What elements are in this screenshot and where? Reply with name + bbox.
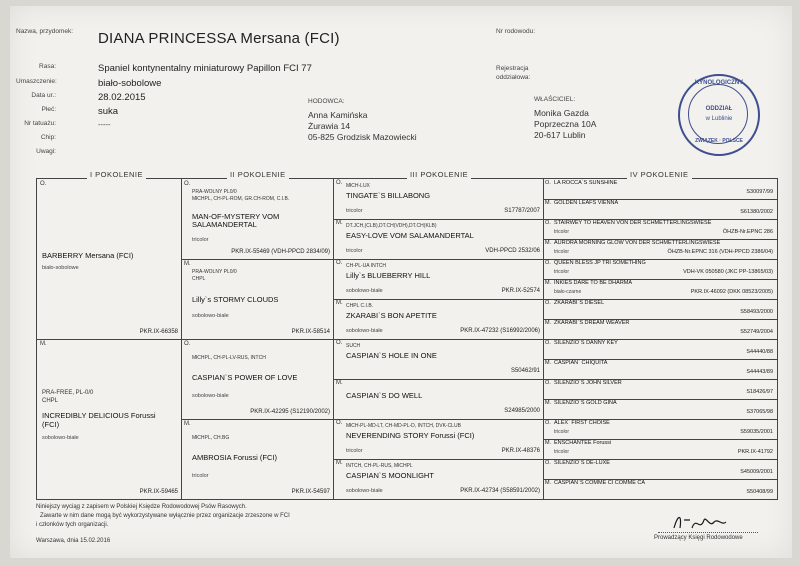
- dob-value: 28.02.2015: [98, 92, 146, 103]
- reg-number: S17787/2007: [504, 208, 540, 214]
- dog-name: ENSCHANTEE Forussi: [554, 440, 612, 446]
- place-date: Warszawa, dnia 15.02.2016: [36, 538, 111, 544]
- dog-color: sobolowo-białe: [192, 393, 229, 399]
- reg-number: VDH-PPCD 2532/06: [485, 248, 540, 254]
- footer-line-2: Zawarte w nim dane mogą być wykorzystywane wyłącznie przez organizacje zrzeszone w FCI: [40, 513, 290, 519]
- gen4-cell: [545, 300, 775, 318]
- dog-color: sobolowo-białe: [346, 488, 383, 494]
- sex-marker: M.: [545, 480, 552, 486]
- reg-number: PKR.IX-66358: [139, 329, 178, 335]
- gen4-cell: [545, 260, 775, 278]
- dog-name: GOLDEN LEAFS VIENNA: [554, 200, 619, 206]
- dob-label: Data ur.:: [31, 92, 56, 99]
- dog-titles: MłCH-LUX: [346, 183, 370, 189]
- dog-name: NEVERENDING STORY Forussi (FCI): [346, 431, 475, 440]
- gen3-cell: [336, 460, 542, 498]
- sex-marker: M.: [184, 261, 191, 267]
- reg-number: S45009/2001: [740, 469, 773, 475]
- gen4-cell: [545, 400, 775, 418]
- sex-marker: O.: [545, 380, 551, 386]
- gen4-cell: [545, 200, 775, 218]
- breeder-name: Anna Kamińska: [308, 110, 368, 120]
- gen3-cell: [336, 220, 542, 258]
- dog-color: tricolor: [554, 269, 570, 275]
- gen4-cell: [545, 320, 775, 338]
- gen3-cell: [336, 380, 542, 418]
- dog-name: ZKARABI`S DREAM WEAVER: [554, 320, 630, 326]
- dog-name: ALEX` FIRST CHOISE: [554, 420, 610, 426]
- sex-marker: O.: [40, 181, 47, 187]
- reg-number: PKR.IX-42734 (S58591/2002): [460, 488, 540, 494]
- pedigree-number-label: Nr rodowodu:: [496, 28, 536, 35]
- pedigree-table: [36, 170, 778, 500]
- gen-header-3: III POKOLENIE: [407, 170, 471, 179]
- dog-titles: SUCH: [346, 343, 361, 349]
- sex-marker: M.: [40, 341, 47, 347]
- dog-color: sobolowo-białe: [192, 313, 229, 319]
- reg-number: PKR.IX-55469 (VDH-PPCD 2834/09): [231, 249, 330, 255]
- notes-label: Uwagi:: [36, 148, 56, 155]
- gen3-cell: [336, 260, 542, 298]
- dog-titles: CHPL C.I.B.: [346, 303, 374, 309]
- gen4-cell: [545, 480, 775, 498]
- sex-marker: O.: [336, 420, 343, 426]
- reg-number: S58493/2000: [740, 309, 773, 315]
- signature-role: Prowadzący Księgi Rodowodowe: [654, 535, 743, 541]
- dog-name: TINGATE`S BILLABONG: [346, 191, 431, 200]
- footer-line-1: Niniejszy wyciąg z zapisem w Polskiej Księdze Rodowodowej Psów Rasowych.: [36, 504, 247, 510]
- reg-number: PKR.IX-58514: [291, 329, 330, 335]
- dog-name: ZKARABI`S BON APETITE: [346, 311, 437, 320]
- dog-color: tricolor: [192, 237, 209, 243]
- dog-name: ZKARABI`S DIESEL: [554, 300, 605, 306]
- dog-name: Lilly`s BLUEBERRY HILL: [346, 271, 431, 280]
- dog-color: biało-sobolowe: [42, 265, 79, 271]
- sex-marker: M.: [545, 360, 552, 366]
- stamp-right-text: POLSCE: [722, 138, 743, 144]
- stamp-center1-text: ODDZIAŁ: [705, 106, 733, 112]
- owner-city: 20-617 Lublin: [534, 130, 586, 140]
- sex-marker: O.: [184, 341, 191, 347]
- owner-street: Poprzeczna 10A: [534, 119, 597, 129]
- color-label: Umaszczenie:: [16, 78, 57, 85]
- reg-number: S50462/91: [510, 368, 540, 374]
- gen-header-1: I POKOLENIE: [87, 170, 146, 179]
- dog-color: sobolowo-białe: [346, 328, 383, 334]
- reg-number: PKR.IX-52574: [501, 288, 540, 294]
- gen4-cell: [545, 420, 775, 438]
- gen-header-2: II POKOLENIE: [227, 170, 289, 179]
- sex-marker: M.: [336, 380, 343, 386]
- sex-marker: M.: [336, 220, 343, 226]
- sex-label: Płeć:: [41, 106, 56, 113]
- breeder-street: Żurawia 14: [308, 121, 351, 131]
- dog-name: Lilly`s STORMY CLOUDS: [192, 295, 279, 304]
- sex-marker: M.: [336, 300, 343, 306]
- pedigree-document: [10, 6, 792, 558]
- reg-number: S59035/2001: [740, 429, 773, 435]
- reg-number: PKR.IX-42295 (S12190/2002): [250, 409, 330, 415]
- dog-color: tricolor: [192, 473, 209, 479]
- breed-label: Rasa:: [39, 63, 56, 70]
- tattoo-label: Nr tatuażu:: [24, 120, 56, 127]
- sex-marker: O.: [545, 300, 551, 306]
- sex-marker: O.: [545, 220, 551, 226]
- reg-number: PKR.IX-48376: [501, 448, 540, 454]
- dog-name: LA ROCCA`S SUNSHINE: [554, 180, 618, 186]
- sex-marker: M.: [545, 320, 552, 326]
- dog-color: tricolor: [346, 248, 363, 254]
- kennel-club-stamp: [678, 74, 760, 156]
- sex-marker: O.: [545, 460, 551, 466]
- gen2-cell-3: [184, 341, 332, 418]
- gen4-cell: [545, 220, 775, 238]
- footer-line-3: i członków tych organizacji.: [36, 522, 109, 528]
- dog-name: EASY-LOVE VOM SALAMANDERTAL: [346, 231, 474, 240]
- dog-titles: PRA-FREE, PL-0/0 CHPL: [42, 390, 94, 404]
- gen4-cell: [545, 460, 775, 478]
- dog-name: CASPIAN` CHIQUITA: [554, 360, 608, 366]
- gen4-cell: [545, 440, 775, 458]
- sex-marker: O.: [184, 181, 191, 187]
- dog-name: INKIES DARE TO BE DHARMA: [554, 280, 633, 286]
- reg-number: PKR.IX-47232 (S16992/2006): [460, 328, 540, 334]
- gen3-cell: [336, 180, 542, 218]
- reg-number: PKR.IX-54597: [291, 489, 330, 495]
- reg-number: PKR.IX-41792: [737, 449, 773, 455]
- dog-name: CASPIAN`S POWER OF LOVE: [192, 373, 298, 382]
- sex-marker: M.: [545, 280, 552, 286]
- dog-name: SILENZIO`S GOLD GINA: [554, 400, 617, 406]
- dog-name: CASPIAN`S HOLE IN ONE: [346, 351, 437, 360]
- sex-marker: O.: [336, 180, 343, 186]
- gen4-cell: [545, 280, 775, 298]
- gen-header-4: IV POKOLENIE: [627, 170, 692, 179]
- dog-name: CASPIAN`S DO WELL: [346, 391, 423, 400]
- reg-number: PKR.IX-46092 (DKK 08523/2005): [690, 289, 773, 295]
- sex-marker: O.: [545, 340, 551, 346]
- gen4-cell: [545, 340, 775, 358]
- stamp-top-text: KYNOLOGICZNY: [694, 80, 744, 86]
- dog-color: sobolowo-białe: [346, 288, 383, 294]
- reg-number: S18426/97: [746, 389, 773, 395]
- chip-label: Chip:: [40, 134, 56, 141]
- sex-marker: O.: [545, 260, 551, 266]
- dog-name: BARBERRY Mersana (FCI): [42, 251, 134, 260]
- reg-number: S50408/99: [746, 489, 773, 495]
- registration-label: Rejestracja oddziałowa:: [496, 65, 531, 81]
- dog-name: MAN-OF-MYSTERY VOM SALAMANDERTAL: [192, 212, 280, 229]
- dog-color: biało-czarne: [554, 289, 582, 295]
- dog-color: tricolor: [554, 429, 570, 435]
- breed-value: Spaniel kontynentalny miniaturowy Papillon FCI 77: [98, 63, 312, 74]
- dog-titles: PRA-WOLNY PL0/0 CHPL: [192, 269, 237, 282]
- gen2-cell-4: [184, 421, 332, 498]
- dog-titles: MłCHPL, CH.BG: [192, 435, 230, 441]
- sex-marker: O.: [336, 260, 343, 266]
- dog-titles: DT.JCH,(CLB),DT.CH(VDH),DT.CH(KLB): [346, 223, 437, 229]
- dog-name: CASPIAN`S MOONLIGHT: [346, 471, 434, 480]
- reg-number: VDH-VK 050580 (JKC PP-13865/03): [683, 269, 773, 275]
- reg-number: ÖHZB-Nr.EPNC 286: [722, 229, 773, 235]
- dog-titles: MłCHPL, CH-PL-LV-RUS, INTCH: [192, 355, 266, 361]
- dog-name: SILENZIO`S DE-LUXE: [554, 460, 610, 466]
- owner-label: WŁAŚCICIEL:: [534, 96, 576, 103]
- gen4-cell: [545, 240, 775, 258]
- reg-number: S24985/2000: [504, 408, 540, 414]
- gen4-cell: [545, 180, 775, 198]
- gen1-dam: [40, 341, 180, 497]
- dog-color: tricolor: [554, 449, 570, 455]
- gen3-cell: [336, 420, 542, 458]
- tattoo-value: -----: [98, 120, 111, 129]
- name-label: Nazwa, przydomek:: [16, 28, 74, 35]
- dog-color: tricolor: [554, 249, 570, 255]
- gen3-cell: [336, 340, 542, 378]
- color-value: biało-sobolowe: [98, 78, 162, 89]
- reg-number: S52749/2004: [740, 329, 773, 335]
- reg-number: S61380/2002: [740, 209, 773, 215]
- sex-marker: M.: [545, 240, 552, 246]
- sex-marker: M.: [336, 460, 343, 466]
- signature-mark: [670, 510, 730, 534]
- dog-name: QUEEN BLESS JP TRI SOMETHING: [554, 260, 646, 266]
- dog-name: STAIRWEY TO HEAVEN VON DER SCHMETTERLINGSWIESE: [554, 220, 712, 226]
- dog-name: CASPIAN`S COMME CI COMME CA: [554, 480, 646, 486]
- dog-name: AURORA MORNING GLOW VON DER SCHMETTERLINGSWIESE: [554, 240, 721, 246]
- dog-name: AMBROSIA Forussi (FCI): [192, 453, 278, 462]
- owner-name: Monika Gazda: [534, 108, 589, 118]
- dog-name: DIANA PRINCESSA Mersana (FCI): [98, 30, 340, 47]
- dog-color: tricolor: [554, 229, 570, 235]
- stamp-center2-text: w Lublinie: [705, 116, 733, 122]
- stamp-left-text: ZWIĄZEK: [695, 138, 718, 144]
- dog-color: tricolor: [346, 448, 363, 454]
- dog-name: SILENZIO`S JOHN SILVER: [554, 380, 622, 386]
- gen4-cell: [545, 360, 775, 378]
- reg-number: S30097/99: [746, 189, 773, 195]
- sex-value: suka: [98, 106, 119, 117]
- sex-marker: M.: [545, 400, 552, 406]
- sex-marker: M.: [184, 421, 191, 427]
- reg-number: S37065/98: [746, 409, 773, 415]
- sex-marker: M.: [545, 440, 552, 446]
- reg-number: S44443/89: [746, 369, 773, 375]
- breeder-label: HODOWCA:: [308, 98, 345, 105]
- reg-number: S44440/88: [746, 349, 773, 355]
- sex-marker: O.: [545, 180, 551, 186]
- signature-line: [658, 532, 758, 533]
- sex-marker: O.: [336, 340, 343, 346]
- gen2-cell-2: [184, 261, 332, 338]
- dog-titles: CH-PL-UA INTCH: [346, 263, 387, 269]
- reg-number: PKR.IX-59465: [139, 489, 178, 495]
- dog-titles: PRA-WOLNY PL0/0 MłCHPL, CH-PL-ROM, GR.CH-ROM, C.I.B.: [192, 189, 290, 202]
- gen2-cell-1: [184, 181, 332, 258]
- stamp-bottom-text: ZWIĄZEK · POLSCE: [695, 138, 743, 144]
- gen4-cell: [545, 380, 775, 398]
- breeder-city: 05-825 Grodzisk Mazowiecki: [308, 132, 417, 142]
- dog-titles: INTCH, CH-PL-RUS, MłCHPL: [346, 463, 413, 469]
- gen1-sire: [40, 181, 180, 337]
- dog-name: INCREDIBLY DELICIOUS Forussi (FCI): [42, 411, 156, 429]
- reg-number: ÖHZB-Nr.EPNC 316 (VDH-PPCD 2386/04): [667, 249, 773, 255]
- dog-titles: MłCH-PL-MD-LT, CH-MD-PL-D, INTCH, DVK-CLUB: [346, 423, 461, 429]
- dog-color: sobolowo-białe: [42, 435, 79, 441]
- gen3-cell: [336, 300, 542, 338]
- dog-color: tricolor: [346, 208, 363, 214]
- sex-marker: M.: [545, 200, 552, 206]
- dog-name: SILENZIO`S DANNY KEY: [554, 340, 618, 346]
- sex-marker: O.: [545, 420, 551, 426]
